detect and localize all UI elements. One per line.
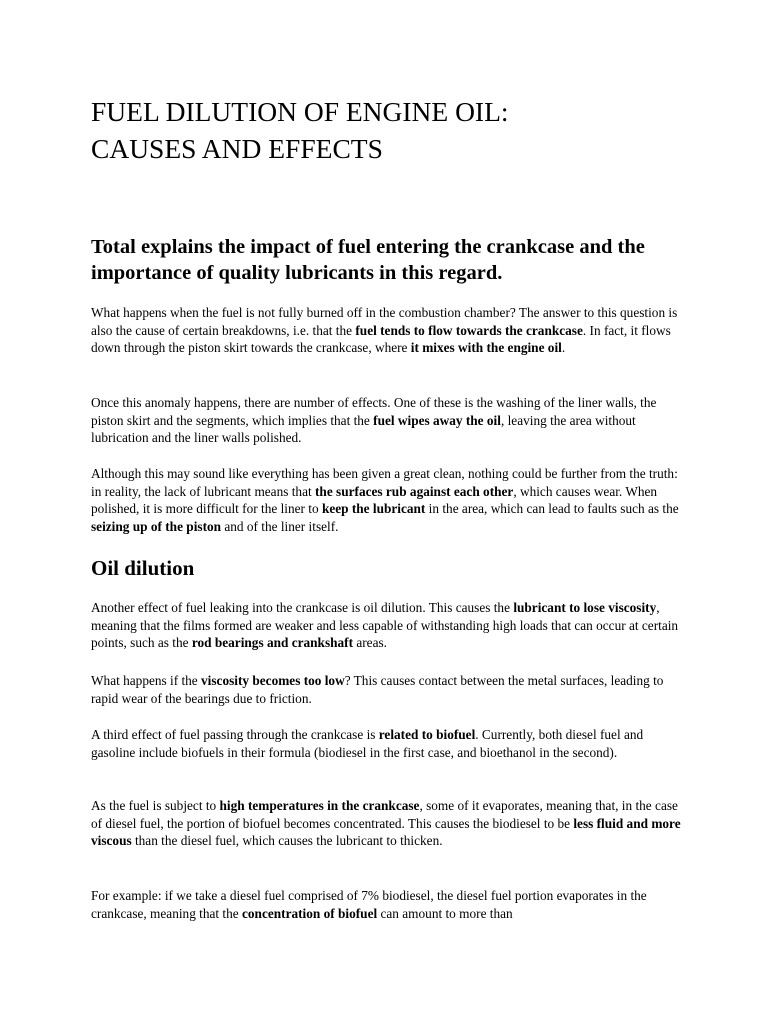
paragraph-low-viscosity bbox=[91, 672, 681, 707]
text-run: ? This causes contact between the metal surfaces, leading to rapid wear of the bearings due to friction. bbox=[91, 673, 664, 706]
text-run: . In fact, it flows down through the piston skirt towards the crankcase, where bbox=[91, 322, 671, 355]
bold-run: concentration of biofuel bbox=[242, 905, 378, 921]
lead-heading: Total explains the impact of fuel entering the crankcase and the importance of quality lubricants in this regard. bbox=[91, 236, 645, 284]
title-line-1: FUEL DILUTION OF ENGINE OIL: bbox=[91, 96, 509, 127]
paragraph-washing bbox=[91, 394, 681, 447]
text-run: than the diesel fuel, which causes the lubricant to thicken. bbox=[131, 833, 443, 848]
text-run: A third effect of fuel passing through the crankcase is bbox=[91, 727, 379, 742]
paragraph-wear bbox=[91, 465, 681, 535]
text-run: and of the liner itself. bbox=[221, 518, 339, 534]
text-run: Once this anomaly happens, there are number of effects. One of these is the washing of the liner walls, the piston skirt and the segments, which implies that the bbox=[91, 395, 657, 428]
bold-run: keep the lubricant bbox=[321, 501, 426, 516]
text-run: What happens if the bbox=[91, 673, 202, 688]
bold-run: fuel tends to flow towards the crankcase bbox=[355, 322, 583, 338]
bold-run: less fluid and more viscous bbox=[91, 815, 681, 848]
text-run: , some of it evaporates, meaning that, in the case of diesel fuel, the portion of biofuel becomes concentrated. This causes the biodiesel to be bbox=[91, 798, 678, 831]
bold-run: viscosity becomes too low bbox=[201, 673, 345, 688]
text-run: areas. bbox=[353, 635, 387, 650]
bold-run: high temperatures in the crankcase bbox=[219, 798, 420, 813]
document-title bbox=[91, 93, 691, 167]
text-run: Another effect of fuel leaking into the crankcase is oil dilution. This causes the bbox=[91, 600, 514, 615]
bold-run: rod bearings and crankshaft bbox=[191, 635, 354, 650]
text-run: . bbox=[561, 340, 566, 355]
bold-run: fuel wipes away the oil bbox=[373, 412, 501, 428]
text-run: For example: if we take a diesel fuel comprised of 7% biodiesel, the diesel fuel portion evaporates in the crankcase, meaning that the bbox=[91, 888, 647, 921]
paragraph-evaporation bbox=[91, 797, 681, 850]
text-run: . Currently, both diesel fuel and gasoline include biofuels in their formula (biodiesel in the first case, and bioethanol in the second). bbox=[91, 727, 644, 760]
paragraph-viscosity-loss bbox=[91, 599, 681, 652]
bold-run: the surfaces rub against each other bbox=[315, 483, 514, 499]
bold-run: related to biofuel bbox=[378, 727, 476, 742]
text-run: As the fuel is subject to bbox=[91, 798, 220, 813]
title-line-2: CAUSES AND EFFECTS bbox=[91, 133, 383, 164]
text-run: in the area, which can lead to faults such as the bbox=[425, 501, 679, 516]
bold-run: lubricant to lose viscosity bbox=[513, 600, 657, 615]
paragraph-example bbox=[91, 887, 681, 922]
paragraph-combustion bbox=[91, 304, 681, 357]
bold-run: it mixes with the engine oil bbox=[410, 340, 562, 355]
text-run: , which causes wear. When polished, it is more difficult for the liner to bbox=[91, 483, 658, 516]
bold-run: seizing up of the piston bbox=[91, 518, 222, 534]
paragraph-biofuel bbox=[91, 726, 681, 761]
text-run: Although this may sound like everything has been given a great clean, nothing could be further from the truth: in reality, the lack of lubricant means that bbox=[91, 466, 678, 499]
text-run: can amount to more than bbox=[377, 905, 513, 921]
text-run: What happens when the fuel is not fully burned off in the combustion chamber? The answer to this question is also the cause of certain breakdowns, i.e. that the bbox=[91, 305, 678, 338]
section-heading-oil-dilution: Oil dilution bbox=[91, 556, 195, 580]
text-run: , meaning that the films formed are weaker and less capable of withstanding high loads that can occur at certain points, such as the bbox=[91, 600, 679, 650]
text-run: , leaving the area without lubrication and the liner walls polished. bbox=[91, 412, 636, 445]
